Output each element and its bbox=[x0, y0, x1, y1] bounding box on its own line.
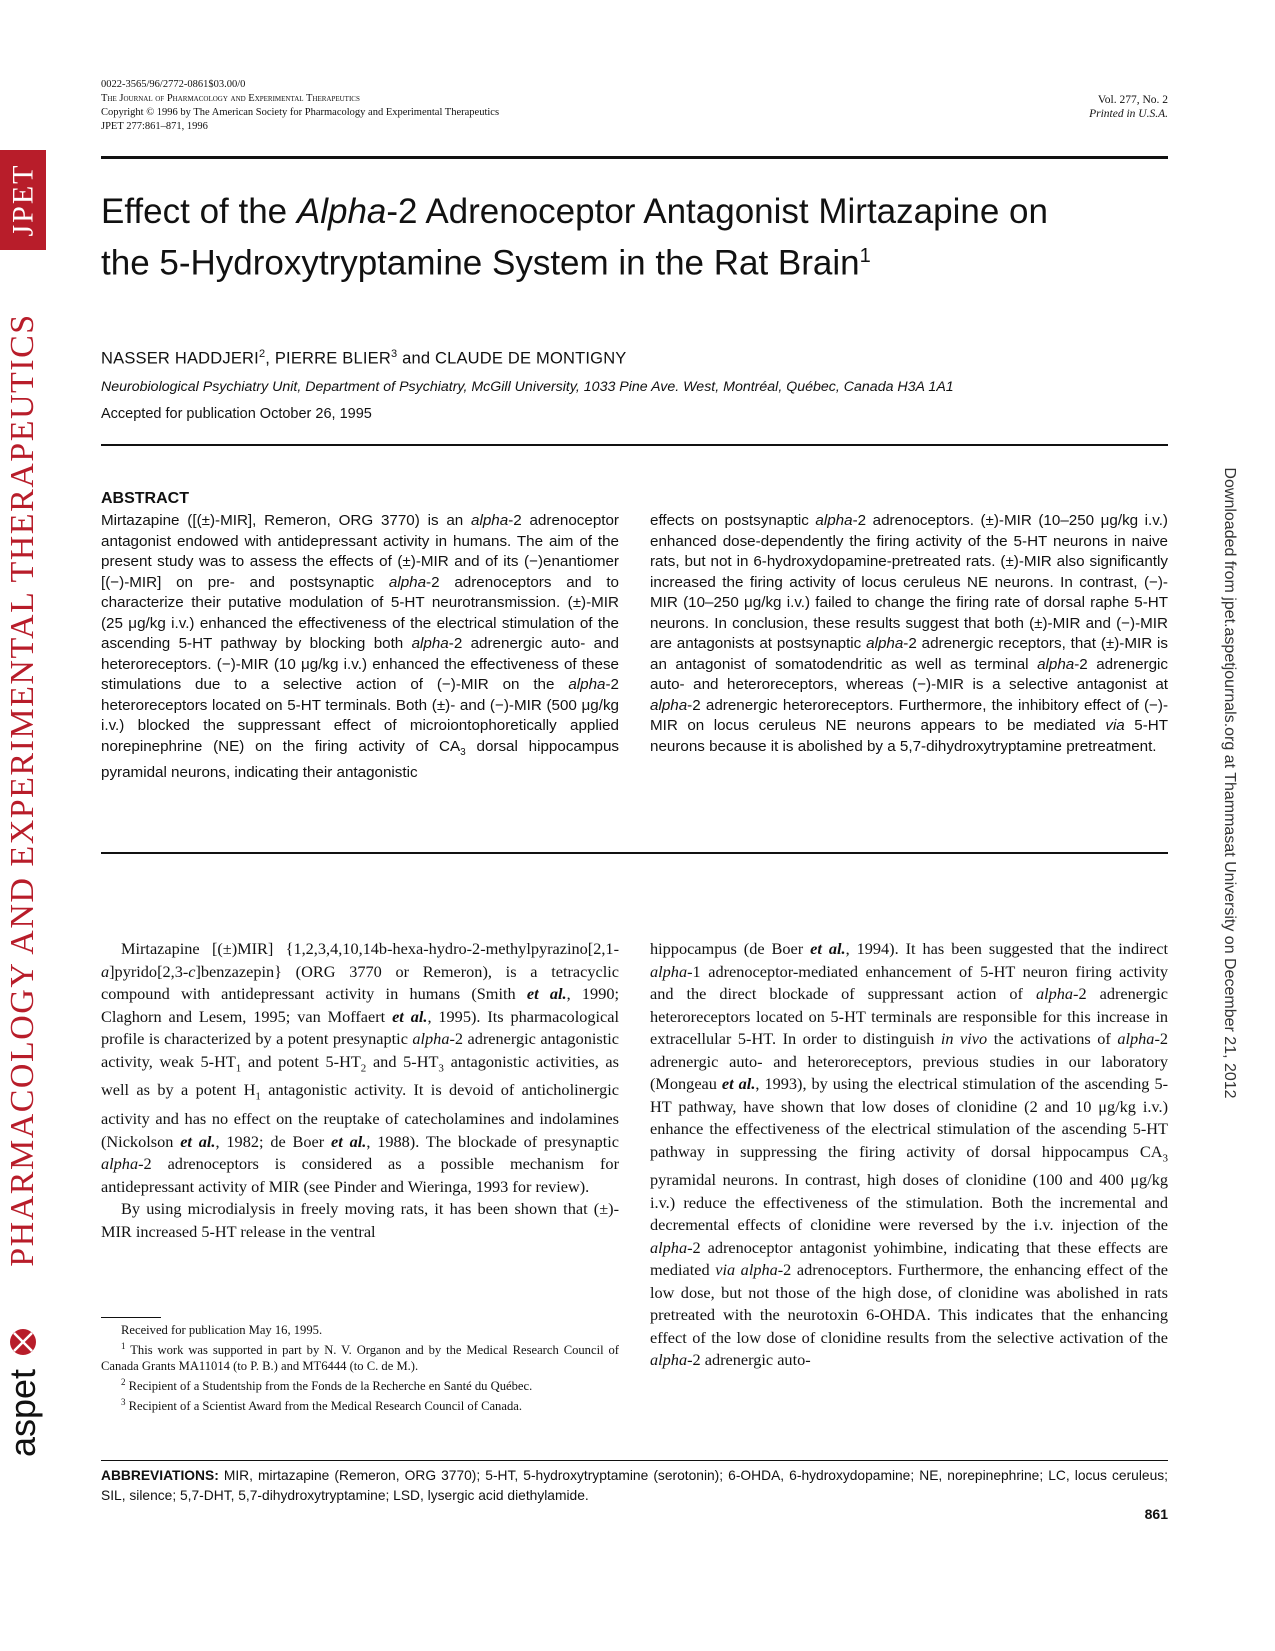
abbreviations-label: ABBREVIATIONS: bbox=[101, 1468, 219, 1483]
author-2: , PIERRE BLIER bbox=[265, 349, 391, 368]
abbreviations bbox=[101, 1466, 1168, 1506]
header-rule bbox=[101, 156, 1168, 159]
page-number: 861 bbox=[1144, 1506, 1168, 1522]
abbreviations-rule bbox=[101, 1460, 1168, 1461]
journal-name-vertical-text: PHARMACOLOGY AND EXPERIMENTAL THERAPEUTICS bbox=[4, 313, 41, 1267]
body-column-right bbox=[650, 938, 1168, 1372]
author-3: and CLAUDE DE MONTIGNY bbox=[397, 349, 627, 368]
aspet-logo-text: aspet bbox=[2, 1368, 43, 1458]
body-paragraph-1: Mirtazapine [(±)MIR] {1,2,3,4,10,14b-hexa-hydro-2-methylpyrazino[2,1-a]pyrido[2,3-c]benzazepin} (ORG 3770 or Remeron), is a tetracyclic compound with antidepressant activity in humans (Smith et al., 1990; Claghorn and Lesem, 1995; van Moffaert et al., 1995). Its pharmacological profile is characterized by a potent presynaptic alpha-2 adrenergic antagonistic activity, weak $5-HT_1$ and potent $5-HT_2$ and $5-HT_3$ antagonistic activities, as well as by a potent $H_1$ antagonistic activity. It is devoid of anticholinergic activity and has no effect on the reuptake of catecholamines and indolamines (Nickolson et al., 1982; de Boer et al., 1988). The blockade of presynaptic alpha-2 adrenoceptors is considered as a possible mechanism for antidepressant activity of MIR (see Pinder and Wieringa, 1993 for review). bbox=[101, 939, 620, 1196]
abstract-rule bbox=[101, 852, 1168, 854]
title-footnote-mark: 1 bbox=[859, 245, 871, 267]
aspet-logo bbox=[0, 1325, 46, 1475]
body-column-left bbox=[101, 938, 619, 1243]
jpet-tab-label: JPET bbox=[6, 163, 40, 237]
received-note: Received for publication May 16, 1995. bbox=[121, 1323, 323, 1337]
aspet-star-icon bbox=[8, 1325, 38, 1359]
article-title bbox=[101, 190, 1181, 286]
title-line2: the 5-Hydroxytryptamine System in the Rat Brain bbox=[101, 243, 860, 283]
author-1-mark: 2 bbox=[258, 348, 266, 360]
volume-line: Vol. 277, No. 2 bbox=[1097, 94, 1168, 106]
download-note-text: Downloaded from jpet.aspetjournals.org at Thammasat University on December 21, 2012 bbox=[1221, 467, 1238, 1099]
footnote-3: $^3$ Recipient of a Scientist Award from the Medical Research Council of Canada. bbox=[121, 1397, 522, 1414]
abstract-column-2: effects on postsynaptic alpha-2 adrenoceptors. (±)-MIR (10–250 μg/kg i.v.) enhanced dose-dependently the firing activity of the 5-HT neurons in naive rats, but not in 6-hydroxydopamine-pretreated rats. (±)-MIR also significantly increased the firing activity of locus ceruleus NE neurons. In contrast, (−)-MIR (10–250 μg/kg i.v.) failed to change the firing rate of dorsal raphe 5-HT neurons. In conclusion, these results suggest that both (±)-MIR and (−)-MIR are antagonists at postsynaptic alpha-2 adrenergic receptors, that (±)-MIR is an antagonist of somatodendritic as well as terminal alpha-2 adrenergic auto- and heteroreceptors, whereas (−)-MIR is a selective antagonist at alpha-2 adrenergic heteroreceptors. Furthermore, the inhibitory effect of (−)-MIR on locus ceruleus NE neurons appears to be mediated via 5-HT neurons because it is abolished by a 5,7-dihydroxytryptamine pretreatment. bbox=[650, 512, 1168, 755]
journal-title: The Journal of Pharmacology and Experimental Therapeutics bbox=[101, 93, 360, 104]
author-list bbox=[101, 348, 1181, 369]
abstract-heading: ABSTRACT bbox=[101, 490, 189, 507]
footnote-1: $^1$ This work was supported in part by N. V. Organon and by the Medical Research Council of Canada Grants MA11014 (to P. B.) and MT6444 (to C. de M.). bbox=[101, 1341, 619, 1374]
title-part1: Effect of the bbox=[101, 192, 297, 231]
accepted-date: Accepted for publication October 26, 1995 bbox=[101, 406, 372, 422]
title-part2: -2 Adrenoceptor Antagonist Mirtazapine on bbox=[386, 192, 1048, 231]
affiliation: Neurobiological Psychiatry Unit, Department of Psychiatry, McGill University, 1033 Pine Ave. West, Montréal, Québec, Canada H3A 1A1 bbox=[101, 379, 954, 395]
body-paragraph-3: hippocampus (de Boer et al., 1994). It has been suggested that the indirect alpha-1 adrenoceptor-mediated enhancement of 5-HT neuron firing activity and the direct blockade of suppressant action of alpha-2 adrenergic heteroreceptors located on 5-HT terminals are responsible for this increase in extracellular 5-HT. In order to distinguish in vivo the activations of alpha-2 adrenergic auto- and heteroreceptors, previous studies in our laboratory (Mongeau et al., 1993), by using the electrical stimulation of the ascending 5-HT pathway, have shown that low doses of clonidine (2 and 10 μg/kg i.v.) enhance the effectiveness of the electrical stimulation of the ascending 5-HT pathway in suppressing the firing activity of dorsal hippocampus $CA_3$ pyramidal neurons. In contrast, high doses of clonidine (100 and 400 μg/kg i.v.) reduce the effectiveness of the stimulation. Both the incremental and decremental effects of clonidine were reversed by the i.v. injection of the alpha-2 adrenoceptor antagonist yohimbine, indicating that these effects are mediated via alpha-2 adrenoceptors. Furthermore, the enhancing effect of the low dose, but not those of the high dose, of clonidine was abolished in rats pretreated with the neurotoxin 6-OHDA. This indicates that the enhancing effect of the low dose of clonidine results from the selective activation of the alpha-2 adrenergic auto- bbox=[650, 939, 1169, 1370]
printed-line: Printed in U.S.A. bbox=[1089, 108, 1168, 120]
title-italic: Alpha bbox=[296, 192, 387, 231]
footnotes bbox=[101, 1322, 619, 1415]
doc-code: 0022-3565/96/2772-0861$03.00/0 bbox=[101, 79, 246, 90]
footnote-rule bbox=[101, 1317, 161, 1318]
header-left bbox=[101, 78, 499, 134]
body-paragraph-2: By using microdialysis in freely moving rats, it has been shown that (±)-MIR increased 5-HT release in the ventral bbox=[101, 1199, 619, 1241]
header-right bbox=[960, 93, 1168, 121]
citation-line: JPET 277:861–871, 1996 bbox=[101, 121, 208, 132]
title-rule bbox=[101, 444, 1168, 446]
abstract-column-1: Mirtazapine ([(±)-MIR], Remeron, ORG 3770) is an alpha-2 adrenoceptor antagonist endowed with antidepressant activity in humans. The aim of the present study was to assess the effects of (±)-MIR and of its (−)enantiomer [(−)-MIR] on pre- and postsynaptic alpha-2 adrenoceptors and to characterize their putative modulation of 5-HT neurotransmission. (±)-MIR (25 μg/kg i.v.) enhanced the effectiveness of the electrical stimulation of the ascending 5-HT pathway by blocking both alpha-2 adrenergic auto- and heteroreceptors. (−)-MIR (10 μg/kg i.v.) enhanced the effectiveness of these stimulations due to a selective action of (−)-MIR on the alpha-2 heteroreceptors located on 5-HT terminals. Both (±)- and (−)-MIR (500 μg/kg i.v.) blocked the suppressant effect of microiontophoretically applied norepinephrine (NE) on the firing activity of $CA_3$ dorsal hippocampus pyramidal neurons, indicating their antagonistic bbox=[101, 512, 619, 782]
author-1: NASSER HADDJERI bbox=[101, 349, 259, 368]
abbreviations-text: MIR, mirtazapine (Remeron, ORG 3770); 5-HT, 5-hydroxytryptamine (serotonin); 6-OHDA, 6-hydroxydopamine; NE, norepinephrine; LC, locus ceruleus; SIL, silence; 5,7-DHT, 5,7-dihydroxytryptamine; LSD, lysergic acid diethylamide. bbox=[101, 1468, 1168, 1503]
jpet-tab bbox=[0, 150, 46, 250]
footnote-2: $^2$ Recipient of a Studentship from the Fonds de la Recherche en Santé du Québec. bbox=[121, 1377, 533, 1394]
copyright-line: Copyright © 1996 by The American Society for Pharmacology and Experimental Therapeutics bbox=[101, 107, 500, 118]
author-2-mark: 3 bbox=[390, 348, 398, 360]
